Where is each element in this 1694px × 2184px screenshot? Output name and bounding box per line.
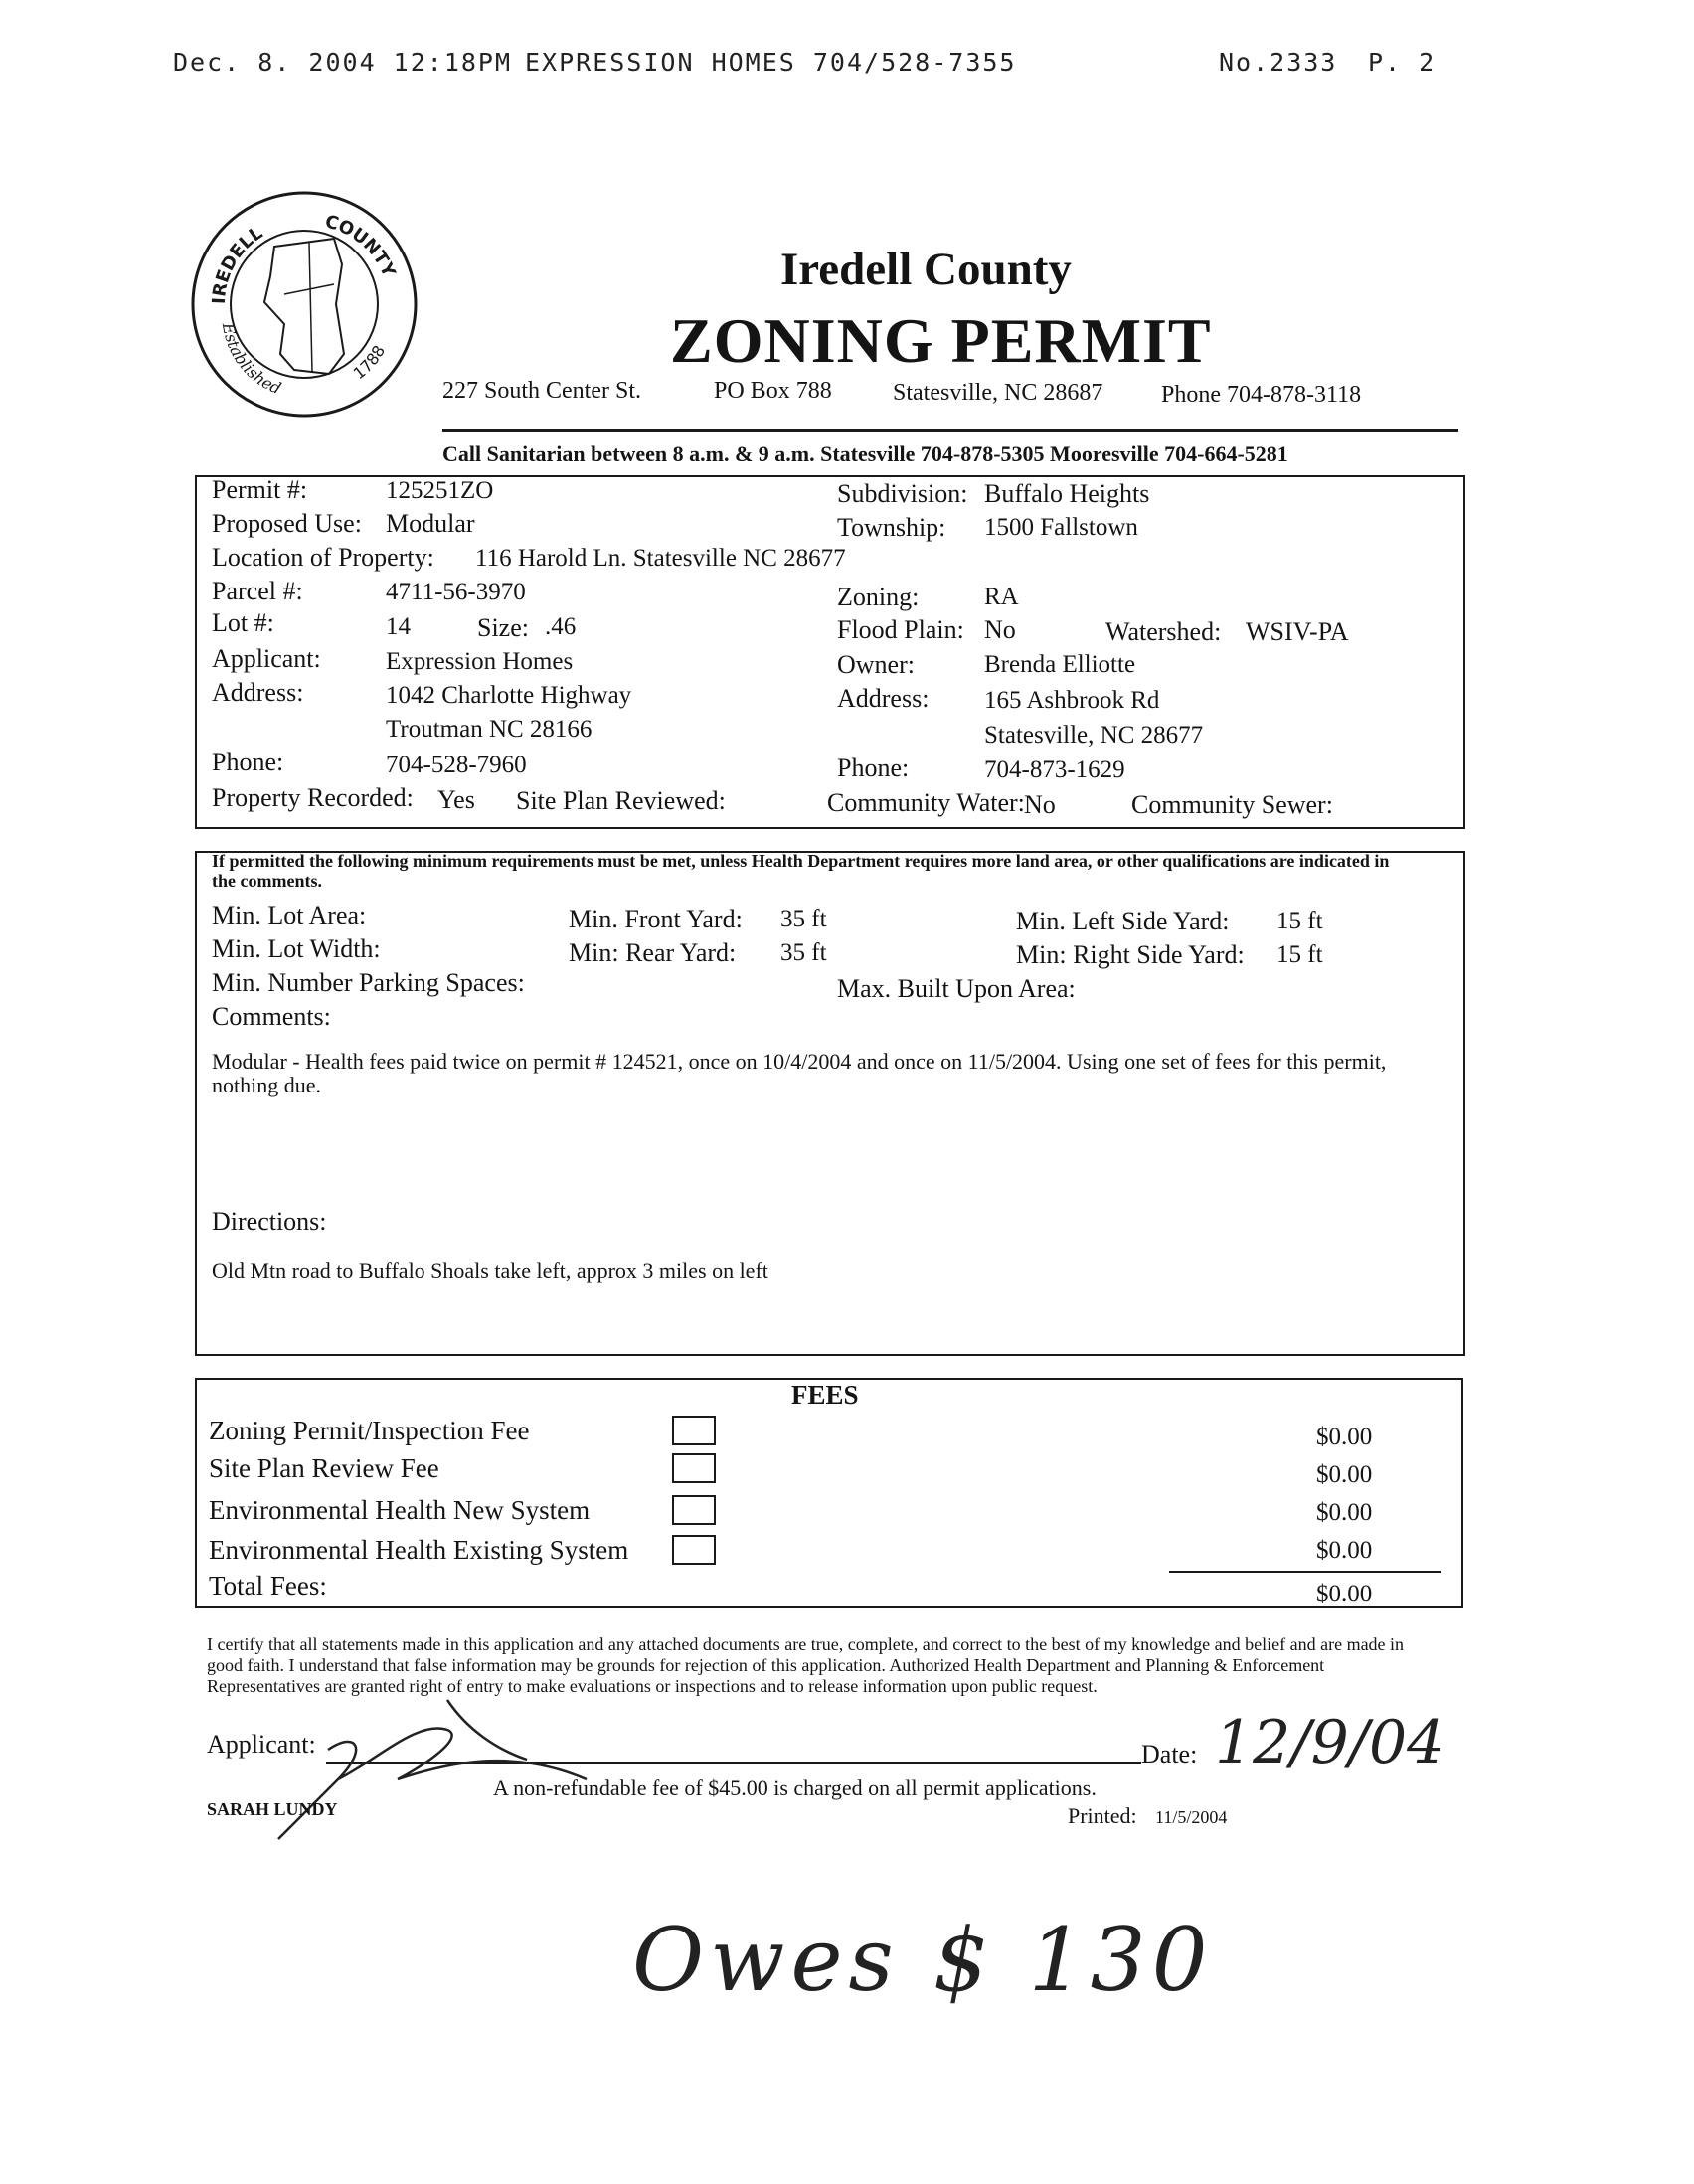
total-divider bbox=[1169, 1571, 1441, 1573]
zoning-fee-checkbox[interactable] bbox=[672, 1416, 716, 1445]
county-seal-logo bbox=[185, 185, 424, 423]
subdivision-label: Subdivision: bbox=[837, 479, 968, 508]
township-value: 1500 Fallstown bbox=[984, 514, 1138, 541]
fee-item-label: Zoning Permit/Inspection Fee bbox=[209, 1416, 530, 1445]
seal-county-top: IREDELL bbox=[208, 222, 267, 305]
parcel-value: 4711-56-3970 bbox=[386, 579, 526, 605]
min-front-yard-value: 35 ft bbox=[780, 906, 827, 932]
handwritten-date: 12/9/04 bbox=[1215, 1708, 1445, 1777]
total-fees-amount: $0.00 bbox=[1316, 1581, 1373, 1607]
zoning-value: RA bbox=[984, 584, 1019, 610]
owner-value: Brenda Elliotte bbox=[984, 651, 1136, 678]
applicant-address-line1: 1042 Charlotte Highway bbox=[386, 682, 632, 709]
office-city: Statesville, NC 28687 bbox=[893, 380, 1103, 406]
handwritten-owes-note: Owes $ 130 bbox=[632, 1909, 1214, 2011]
fax-number: No.2333 bbox=[1219, 48, 1338, 77]
seal-established: Established bbox=[218, 321, 284, 399]
site-plan-reviewed-label: Site Plan Reviewed: bbox=[516, 786, 726, 815]
fee-item-label: Environmental Health New System bbox=[209, 1495, 591, 1525]
fee-item-amount: $0.00 bbox=[1316, 1499, 1373, 1526]
fee-item-amount: $0.00 bbox=[1316, 1424, 1373, 1450]
watershed-label: Watershed: bbox=[1105, 617, 1222, 646]
applicant-signature-scribble bbox=[258, 1690, 656, 1849]
seal-county-right: COUNTY bbox=[322, 211, 400, 280]
fax-datetime: Dec. 8. 2004 12:18PM bbox=[173, 48, 513, 77]
size-value: .46 bbox=[545, 613, 577, 640]
comments-text: Modular - Health fees paid twice on permit # 124521, once on 10/4/2004 and once on 11/5/2004. Using one set of fees for this permit, nothing due. bbox=[212, 1049, 1387, 1097]
owner-phone-label: Phone: bbox=[837, 754, 910, 782]
applicant-signature-label: Applicant: bbox=[207, 1730, 316, 1759]
min-rear-yard-label: Min: Rear Yard: bbox=[569, 938, 737, 967]
fee-item-label: Site Plan Review Fee bbox=[209, 1453, 439, 1483]
header-divider bbox=[442, 429, 1458, 432]
office-phone: Phone 704-878-3118 bbox=[1161, 382, 1362, 408]
min-right-side-yard-label: Min: Right Side Yard: bbox=[1016, 940, 1245, 969]
applicant-label: Applicant: bbox=[212, 644, 321, 673]
fee-item-label: Environmental Health Existing System bbox=[209, 1535, 629, 1565]
fee-item-amount: $0.00 bbox=[1316, 1537, 1373, 1564]
county-name: Iredell County bbox=[780, 244, 1072, 295]
permit-number-label: Permit #: bbox=[212, 475, 308, 504]
owner-address-line2: Statesville, NC 28677 bbox=[984, 722, 1204, 749]
community-water-value: No bbox=[1024, 790, 1056, 819]
applicant-phone-value: 704-528-7960 bbox=[386, 752, 527, 778]
size-label: Size: bbox=[477, 613, 529, 642]
owner-address-line1: 165 Ashbrook Rd bbox=[984, 687, 1160, 714]
proposed-use-label: Proposed Use: bbox=[212, 509, 362, 538]
office-po-box: PO Box 788 bbox=[714, 378, 832, 404]
subdivision-value: Buffalo Heights bbox=[984, 479, 1150, 508]
owner-phone-value: 704-873-1629 bbox=[984, 756, 1125, 783]
zoning-label: Zoning: bbox=[837, 583, 920, 611]
flood-plain-value: No bbox=[984, 615, 1016, 644]
min-parking-label: Min. Number Parking Spaces: bbox=[212, 968, 525, 997]
applicant-address-line2: Troutman NC 28166 bbox=[386, 716, 593, 743]
max-built-area-label: Max. Built Upon Area: bbox=[837, 974, 1076, 1003]
owner-label: Owner: bbox=[837, 650, 915, 679]
lot-value: 14 bbox=[386, 613, 411, 640]
community-water-label: Community Water: bbox=[827, 788, 1025, 817]
seal-year: 1788 bbox=[349, 342, 390, 384]
property-recorded-label: Property Recorded: bbox=[212, 783, 414, 812]
directions-label: Directions: bbox=[212, 1207, 327, 1236]
location-value: 116 Harold Ln. Statesville NC 28677 bbox=[475, 545, 846, 572]
fees-box bbox=[195, 1378, 1463, 1608]
flood-plain-label: Flood Plain: bbox=[837, 615, 964, 644]
printed-date: 11/5/2004 bbox=[1155, 1807, 1228, 1827]
fees-title: FEES bbox=[791, 1380, 859, 1410]
health-existing-system-checkbox[interactable] bbox=[672, 1535, 716, 1565]
owner-address-label: Address: bbox=[837, 684, 930, 713]
clerk-name: SARAH LUNDY bbox=[207, 1799, 338, 1819]
office-street: 227 South Center St. bbox=[442, 378, 642, 404]
date-label: Date: bbox=[1141, 1740, 1198, 1768]
min-lot-area-label: Min. Lot Area: bbox=[212, 901, 367, 929]
directions-text: Old Mtn road to Buffalo Shoals take left, approx 3 miles on left bbox=[212, 1259, 768, 1283]
svg-text:1788 bbox=[350, 342, 389, 383]
min-rear-yard-value: 35 ft bbox=[780, 939, 827, 966]
lot-label: Lot #: bbox=[212, 608, 274, 637]
sanitarian-notice: Call Sanitarian between 8 a.m. & 9 a.m. Statesville 704-878-5305 Mooresville 704-664-5281 bbox=[442, 441, 1288, 466]
fax-page: P. 2 bbox=[1368, 48, 1437, 77]
location-label: Location of Property: bbox=[212, 543, 434, 572]
page-title: ZONING PERMIT bbox=[670, 305, 1212, 376]
min-left-side-yard-value: 15 ft bbox=[1276, 908, 1323, 934]
township-label: Township: bbox=[837, 513, 946, 542]
site-plan-fee-checkbox[interactable] bbox=[672, 1453, 716, 1483]
total-fees-label: Total Fees: bbox=[209, 1571, 327, 1600]
min-right-side-yard-value: 15 ft bbox=[1276, 941, 1323, 968]
fee-notice: A non-refundable fee of $45.00 is charged on all permit applications. bbox=[493, 1775, 1097, 1800]
min-lot-width-label: Min. Lot Width: bbox=[212, 934, 381, 963]
health-new-system-checkbox[interactable] bbox=[672, 1495, 716, 1525]
requirements-notice: If permitted the following minimum requirements must be met, unless Health Department requires more land area, or other qualifications are indicated in the comments. bbox=[212, 851, 1390, 891]
certification-text: I certify that all statements made in this application and any attached documents are true, complete, and correct to the best of my knowledge and belief and are made in good faith. I understand that false information may be grounds for rejection of this application. Authorized Health Department and Planning & Enforcement Representatives are granted right of entry to make evaluations or inspections and to release information upon public request. bbox=[207, 1634, 1405, 1696]
watershed-value: WSIV-PA bbox=[1246, 617, 1349, 646]
proposed-use-value: Modular bbox=[386, 509, 475, 538]
min-left-side-yard-label: Min. Left Side Yard: bbox=[1016, 907, 1230, 935]
comments-label: Comments: bbox=[212, 1002, 331, 1031]
property-recorded-value: Yes bbox=[437, 785, 475, 814]
applicant-value: Expression Homes bbox=[386, 648, 574, 675]
fax-sender: EXPRESSION HOMES 704/528-7355 bbox=[525, 48, 1017, 77]
permit-number-value: 125251ZO bbox=[386, 477, 494, 504]
printed-label: Printed: bbox=[1068, 1803, 1137, 1828]
community-sewer-label: Community Sewer: bbox=[1131, 790, 1333, 819]
applicant-phone-label: Phone: bbox=[212, 748, 284, 776]
parcel-label: Parcel #: bbox=[212, 577, 303, 605]
min-front-yard-label: Min. Front Yard: bbox=[569, 905, 743, 933]
applicant-address-label: Address: bbox=[212, 678, 304, 707]
fee-item-amount: $0.00 bbox=[1316, 1461, 1373, 1488]
svg-text:COUNTY bbox=[323, 211, 400, 281]
